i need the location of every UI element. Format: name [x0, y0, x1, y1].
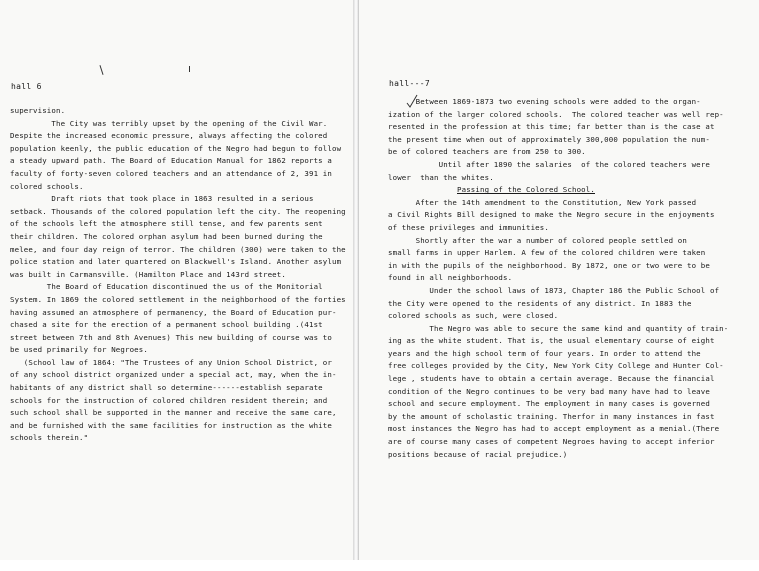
left-page-header: hall 6: [11, 82, 42, 91]
text-line: such school shall be supported in the manner and receive the same care,: [10, 408, 337, 418]
text-line: of these privileges and immunities.: [388, 222, 549, 232]
text-line: of any school district organized under a special act, may, when the in-: [10, 370, 337, 380]
text-line: colored schools.: [10, 181, 84, 191]
text-line: Until after 1890 the salaries of the colored teachers were: [388, 159, 710, 169]
text-line: After the 14th amendment to the Constitution, New York passed: [388, 197, 697, 207]
text-line: having assumed an atmosphere of permanency, the Board of Education pur-: [10, 307, 337, 317]
pencil-mark: [189, 66, 190, 72]
text-line: The Board of Education discontinued the us of the Monitorial: [10, 282, 323, 292]
left-page-body: [10, 105, 350, 445]
text-line: the City were opened to the residents of any district. In 1883 the: [388, 298, 692, 308]
text-line: Despite the increased economic pressure, always affecting the colored: [10, 131, 328, 141]
text-line: of the schools left the atmosphere still tense, and few parents sent: [10, 219, 323, 229]
text-line: a Civil Rights Bill designed to make the Negro secure in the enjoyments: [388, 210, 715, 220]
text-line: their children. The colored orphan asylum had been burned during the: [10, 231, 323, 241]
text-line: schools for the instruction of colored children resident therein; and: [10, 395, 328, 405]
text-line: police station and later quartered on Blackwell's Island. Another asylum: [10, 257, 342, 267]
text-line: colored schools as such, were closed.: [388, 311, 559, 321]
right-page-body: [388, 96, 754, 461]
text-line: free colleges provided by the City, New York City College and Hunter Col-: [388, 361, 724, 371]
text-line: Shortly after the war a number of colored people settled on: [388, 235, 687, 245]
text-line: a steady upward path. The Board of Education Manual for 1862 reports a: [10, 156, 332, 166]
text-line: was built in Carmansville. (Hamilton Place and 143rd street.: [10, 269, 286, 279]
text-line: supervision.: [10, 106, 66, 115]
text-line: most instances the Negro has had to accept employment as a menial.(There: [388, 424, 720, 434]
text-line: chased a site for the erection of a permanent school building .(41st: [10, 320, 323, 330]
text-line: lege , students have to obtain a certain average. Because the financial: [388, 374, 715, 384]
right-page-header: hall---7: [389, 79, 430, 88]
text-line: the present time when out of approximately 300,000 population the num-: [388, 134, 710, 144]
text-line: schools therein.": [10, 433, 89, 443]
text-line: are of course many cases of competent Negroes having to accept inferior: [388, 437, 715, 447]
text-line: be used primarily for Negroes.: [10, 345, 148, 355]
text-line: melee, and four day reign of terror. The children (300) were taken to the: [10, 244, 346, 254]
text-line: be of colored teachers are from 250 to 300.: [388, 147, 586, 157]
text-line: faculty of forty-seven colored teachers and an attendance of 2, 391 in: [10, 168, 332, 178]
section-heading: [388, 184, 754, 197]
text-line: (School law of 1864: "The Trustees of any Union School District, or: [10, 357, 332, 367]
scan-border: [0, 560, 759, 571]
text-line: by the amount of scholastic training. Therfor in many instances in fast: [388, 411, 715, 421]
pencil-mark: [99, 65, 103, 75]
text-line: System. In 1869 the colored settlement in the neighborhood of the forties: [10, 294, 346, 304]
text-line: and be furnished with the same facilities for instruction as the white: [10, 420, 332, 430]
text-line: Between 1869-1873 two evening schools were added to the organ-: [388, 97, 701, 106]
text-line: The Negro was able to secure the same kind and quantity of train-: [388, 323, 729, 333]
text-line: found in all neighborhoods.: [388, 273, 513, 283]
right-page: [358, 0, 759, 571]
text-line: positions because of racial prejudice.): [388, 449, 568, 459]
text-line: street between 7th and 8th Avenues) This new building of course was to: [10, 332, 332, 342]
text-line: school and secure employment. The employment in many cases is governed: [388, 399, 710, 409]
text-line: Draft riots that took place in 1863 resulted in a serious: [10, 194, 314, 204]
text-line: setback. Thousands of the colored population left the city. The reopening: [10, 206, 346, 216]
text-line: Under the school laws of 1873, Chapter 186 the Public School of: [388, 285, 720, 295]
text-line: years and the high school term of four years. In order to attend the: [388, 348, 701, 358]
text-line: resented in the profession at this time; far better than is the case at: [388, 122, 715, 132]
text-line: habitants of any district shall so determine------establish separate: [10, 383, 323, 393]
text-line: The City was terribly upset by the opening of the Civil War.: [10, 118, 328, 128]
text-line: ing as the white student. That is, the usual elementary course of eight: [388, 336, 715, 346]
section-heading-text: Passing of the Colored School.: [457, 185, 595, 195]
text-line: ization of the larger colored schools. The colored teacher was well rep-: [388, 109, 724, 119]
text-line: in with the pupils of the neighborhood. By 1872, one or two were to be: [388, 260, 710, 270]
text-line: population keenly, the public education of the Negro had begun to follow: [10, 143, 342, 153]
text-line: lower than the whites.: [388, 172, 494, 182]
left-page: [0, 0, 354, 571]
text-line: small farms in upper Harlem. A few of the colored children were taken: [388, 248, 706, 258]
text-line: condition of the Negro continues to be very bad many have had to leave: [388, 386, 710, 396]
